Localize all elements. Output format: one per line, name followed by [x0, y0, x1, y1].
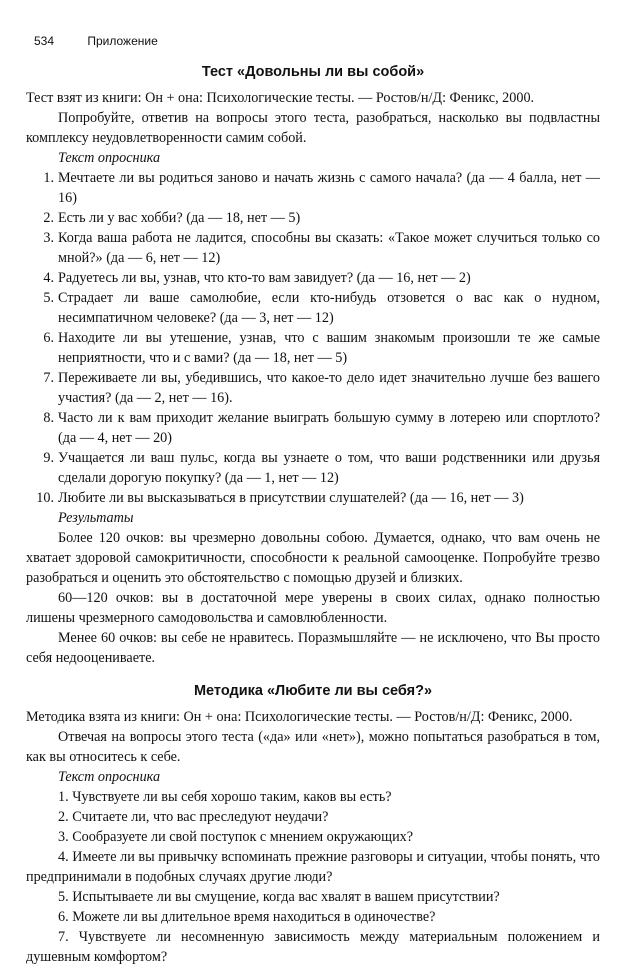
item-number: 3.: [43, 230, 54, 246]
section-title: Приложение: [87, 34, 158, 48]
item-text: Мечтаете ли вы родиться заново и начать жизнь с самого начала? (да — 4 балла, нет — 16): [58, 170, 600, 206]
test2-question-list: [26, 787, 600, 967]
list-item: 2. Считаете ли, что вас преследуют неудачи?: [58, 809, 329, 825]
item-number: 10.: [36, 490, 54, 506]
item-text: Находите ли вы утешение, узнав, что с вашим знакомым произошли те же самые неприятности, что и с вами? (да — 18, нет — 5): [58, 330, 600, 366]
list-item: [26, 488, 600, 508]
item-number: 8.: [43, 410, 54, 426]
list-item: [26, 408, 600, 448]
list-item: 4. Имеете ли вы привычку вспоминать прежние разговоры и ситуации, чтобы понять, что предпринимали в подобных случаях другие люди?: [26, 849, 600, 885]
item-text: Есть ли у вас хобби? (да — 18, нет — 5): [58, 210, 301, 226]
item-number: 2.: [43, 210, 54, 226]
item-number: 1.: [43, 170, 54, 186]
test1-questions-heading: Текст опросника: [58, 150, 161, 166]
item-number: 4.: [43, 270, 54, 286]
list-item: 7. Чувствуете ли несомненную зависимость между материальным положением и душевным комфортом?: [26, 929, 600, 965]
item-number: 9.: [43, 450, 54, 466]
test2-intro: Отвечая на вопросы этого теста («да» или «нет»), можно попытаться разобраться в том, как вы относитесь к себе.: [26, 729, 600, 765]
item-text: Радуетесь ли вы, узнав, что кто-то вам завидует? (да — 16, нет — 2): [58, 270, 471, 286]
page-number: 534: [34, 34, 55, 48]
list-item: [26, 208, 600, 228]
item-text: Когда ваша работа не ладится, способны вы сказать: «Такое может случиться только со мной?» (да — 6, нет — 12): [58, 230, 600, 266]
list-item: [26, 228, 600, 268]
test2-questions-heading: Текст опросника: [58, 769, 161, 785]
list-item: 1. Чувствуете ли вы себя хорошо таким, каков вы есть?: [58, 789, 392, 805]
test1-results-heading: Результаты: [58, 510, 134, 526]
test1-result-low: Менее 60 очков: вы себе не нравитесь. Поразмышляйте — не исключено, что Вы просто себя недооцениваете.: [26, 630, 600, 666]
list-item: 5. Испытываете ли вы смущение, когда вас хвалят в вашем присутствии?: [58, 889, 500, 905]
test1-result-mid: 60—120 очков: вы в достаточной мере уверены в своих силах, однако полностью лишены чрезмерного самодовольства и самовлюбленности.: [26, 590, 600, 626]
item-number: 5.: [43, 290, 54, 306]
list-item: [26, 368, 600, 408]
list-item: [26, 448, 600, 488]
test1-result-high: Более 120 очков: вы чрезмерно довольны собою. Думается, однако, что вам очень не хватает здоровой самокритичности, способности к реальной самооценке. Попробуйте трезво разобраться и оценить это обстоятельство с помощью друзей и близких.: [26, 530, 600, 586]
test1-question-list: [26, 168, 600, 508]
test2-title: Методика «Любите ли вы себя?»: [193, 683, 433, 699]
test1-source: Тест взят из книги: Он + она: Психологические тесты. — Ростов/н/Д: Феникс, 2000.: [26, 90, 535, 106]
item-number: 7.: [43, 370, 54, 386]
list-item: [26, 168, 600, 208]
running-header: [34, 34, 158, 48]
test1-intro: Попробуйте, ответив на вопросы этого теста, разобраться, насколько вы подвластны комплексу неудовлетворенности самим собой.: [26, 110, 600, 146]
item-number: 6.: [43, 330, 54, 346]
item-text: Учащается ли ваш пульс, когда вы узнаете о том, что ваши родственники или друзья сделали дорогую покупку? (да — 1, нет — 12): [58, 450, 600, 486]
page-content: [26, 62, 600, 967]
list-item: [26, 288, 600, 328]
list-item: 3. Сообразуете ли свой поступок с мнением окружающих?: [58, 829, 414, 845]
test2-source: Методика взята из книги: Он + она: Психологические тесты. — Ростов/н/Д: Феникс, 2000.: [26, 709, 573, 725]
item-text: Часто ли к вам приходит желание выиграть большую сумму в лотерею или спортлото? (да — 4, нет — 20): [58, 410, 600, 446]
item-text: Любите ли вы высказываться в присутствии слушателей? (да — 16, нет — 3): [58, 490, 524, 506]
list-item: [26, 328, 600, 368]
list-item: 6. Можете ли вы длительное время находиться в одиночестве?: [58, 909, 436, 925]
item-text: Переживаете ли вы, убедившись, что какое-то дело идет значительно лучше без вашего участия? (да — 2, нет — 16).: [58, 370, 600, 406]
item-text: Страдает ли ваше самолюбие, если кто-нибудь отзовется о вас как о нудном, несимпатичном человеке? (да — 3, нет — 12): [58, 290, 600, 326]
list-item: [26, 268, 600, 288]
test1-title: Тест «Довольны ли вы собой»: [201, 64, 425, 80]
